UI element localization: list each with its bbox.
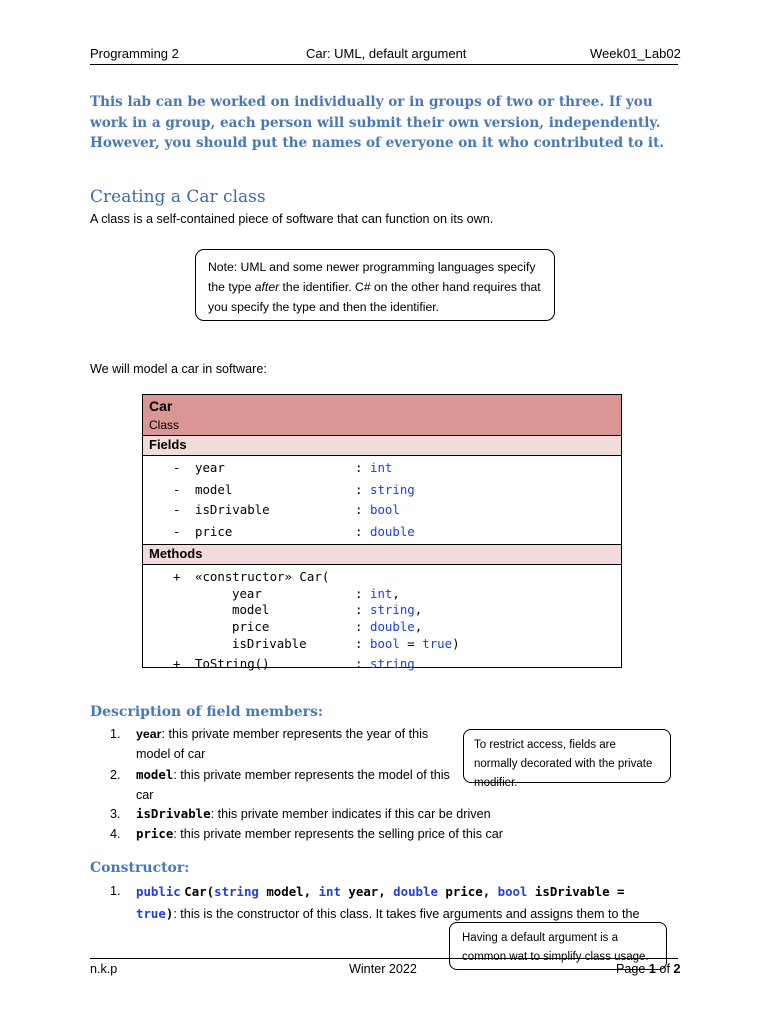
field-model: -	[173, 482, 181, 497]
tostring-name: ToString()	[195, 656, 270, 671]
field-isdrivable: -	[173, 502, 181, 517]
private-note-box: To restrict access, fields are normally decorated with the private modifier.	[463, 729, 671, 783]
param-model-name: model	[232, 602, 270, 617]
desc-heading: Description of field members:	[90, 704, 324, 720]
intro-paragraph: This lab can be worked on individually or in groups of two or three. If you work in a group, each person will submit their own version, independently. However, you should put the names of everyone on it who contributed to it.	[90, 94, 665, 151]
field-price-colon: :	[355, 524, 363, 539]
constructor-item-num: 1.	[110, 884, 121, 898]
param-model-type: string,	[370, 602, 423, 617]
header-course: Programming 2	[90, 46, 179, 61]
param-year-type: int,	[370, 586, 400, 601]
tostring-type: string	[370, 656, 415, 671]
tostring-vis: +	[173, 656, 181, 671]
footer-author: n.k.p	[90, 962, 118, 976]
constructor-heading: Constructor:	[90, 860, 190, 876]
param-price-colon: :	[355, 619, 363, 634]
header-lab-id: Week01_Lab02	[590, 46, 681, 61]
param-year-name: year	[232, 586, 262, 601]
section-heading: Creating a Car class	[90, 187, 266, 207]
field-model-name: model	[195, 482, 233, 497]
default-arg-note-box: Having a default argument is a common wat to simplify class usage.	[449, 922, 667, 970]
field-year-name: year	[195, 460, 225, 475]
field-isdrivable-name: isDrivable	[195, 502, 270, 517]
constructor-item: public Car(string model, int year, double price, bool isDrivable = true): this is the constructor of this class. It takes five arguments and assigns them to the	[136, 884, 640, 921]
header-rule	[90, 64, 678, 65]
uml-fields-header	[143, 436, 621, 456]
uml-methods-body	[143, 565, 621, 669]
field-model-type: string	[370, 482, 415, 497]
tostring-colon: :	[355, 656, 363, 671]
footer-term: Winter 2022	[349, 962, 417, 976]
constructor-signature: «constructor» Car(	[195, 569, 330, 584]
header-title: Car: UML, default argument	[306, 46, 467, 61]
param-isdrivable-colon: :	[355, 636, 363, 651]
field-isdrivable-colon: :	[355, 502, 363, 517]
param-isdrivable-name: isDrivable	[232, 636, 307, 651]
uml-stereotype: Class	[149, 418, 180, 432]
model-line: We will model a car in software:	[90, 362, 267, 376]
field-year-type: int	[370, 460, 393, 475]
field-year-colon: :	[355, 460, 363, 475]
methods-label: Methods	[149, 546, 203, 561]
note-italic: after	[254, 280, 280, 294]
field-model-colon: :	[355, 482, 363, 497]
field-price: -	[173, 524, 181, 539]
note-text-2: the identifier. C# on the other hand requires that you specify the type and then the identifier.	[208, 280, 541, 314]
param-model-colon: :	[355, 602, 363, 617]
param-price-type: double,	[370, 619, 423, 634]
field-price-name: price	[195, 524, 233, 539]
note-text-1: Note: UML and some newer programming languages specify the type	[208, 260, 536, 294]
uml-fields-body	[143, 456, 621, 545]
section-intro: A class is a self-contained piece of software that can function on its own.	[90, 212, 494, 226]
param-price-name: price	[232, 619, 270, 634]
uml-title-bar	[143, 395, 621, 436]
field-isdrivable-type: bool	[370, 502, 400, 517]
field-price-type: double	[370, 524, 415, 539]
param-year-colon: :	[355, 586, 363, 601]
fields-label: Fields	[149, 437, 187, 452]
footer-page: Page 1 of 2	[616, 962, 681, 976]
param-isdrivable-type: bool = true)	[370, 636, 460, 651]
constructor-vis: +	[173, 569, 181, 584]
uml-class-name: Car	[149, 398, 173, 414]
uml-methods-header	[143, 545, 621, 565]
uml-class-diagram	[142, 394, 622, 671]
field-year: -	[173, 460, 181, 475]
uml-note-box	[195, 249, 555, 321]
